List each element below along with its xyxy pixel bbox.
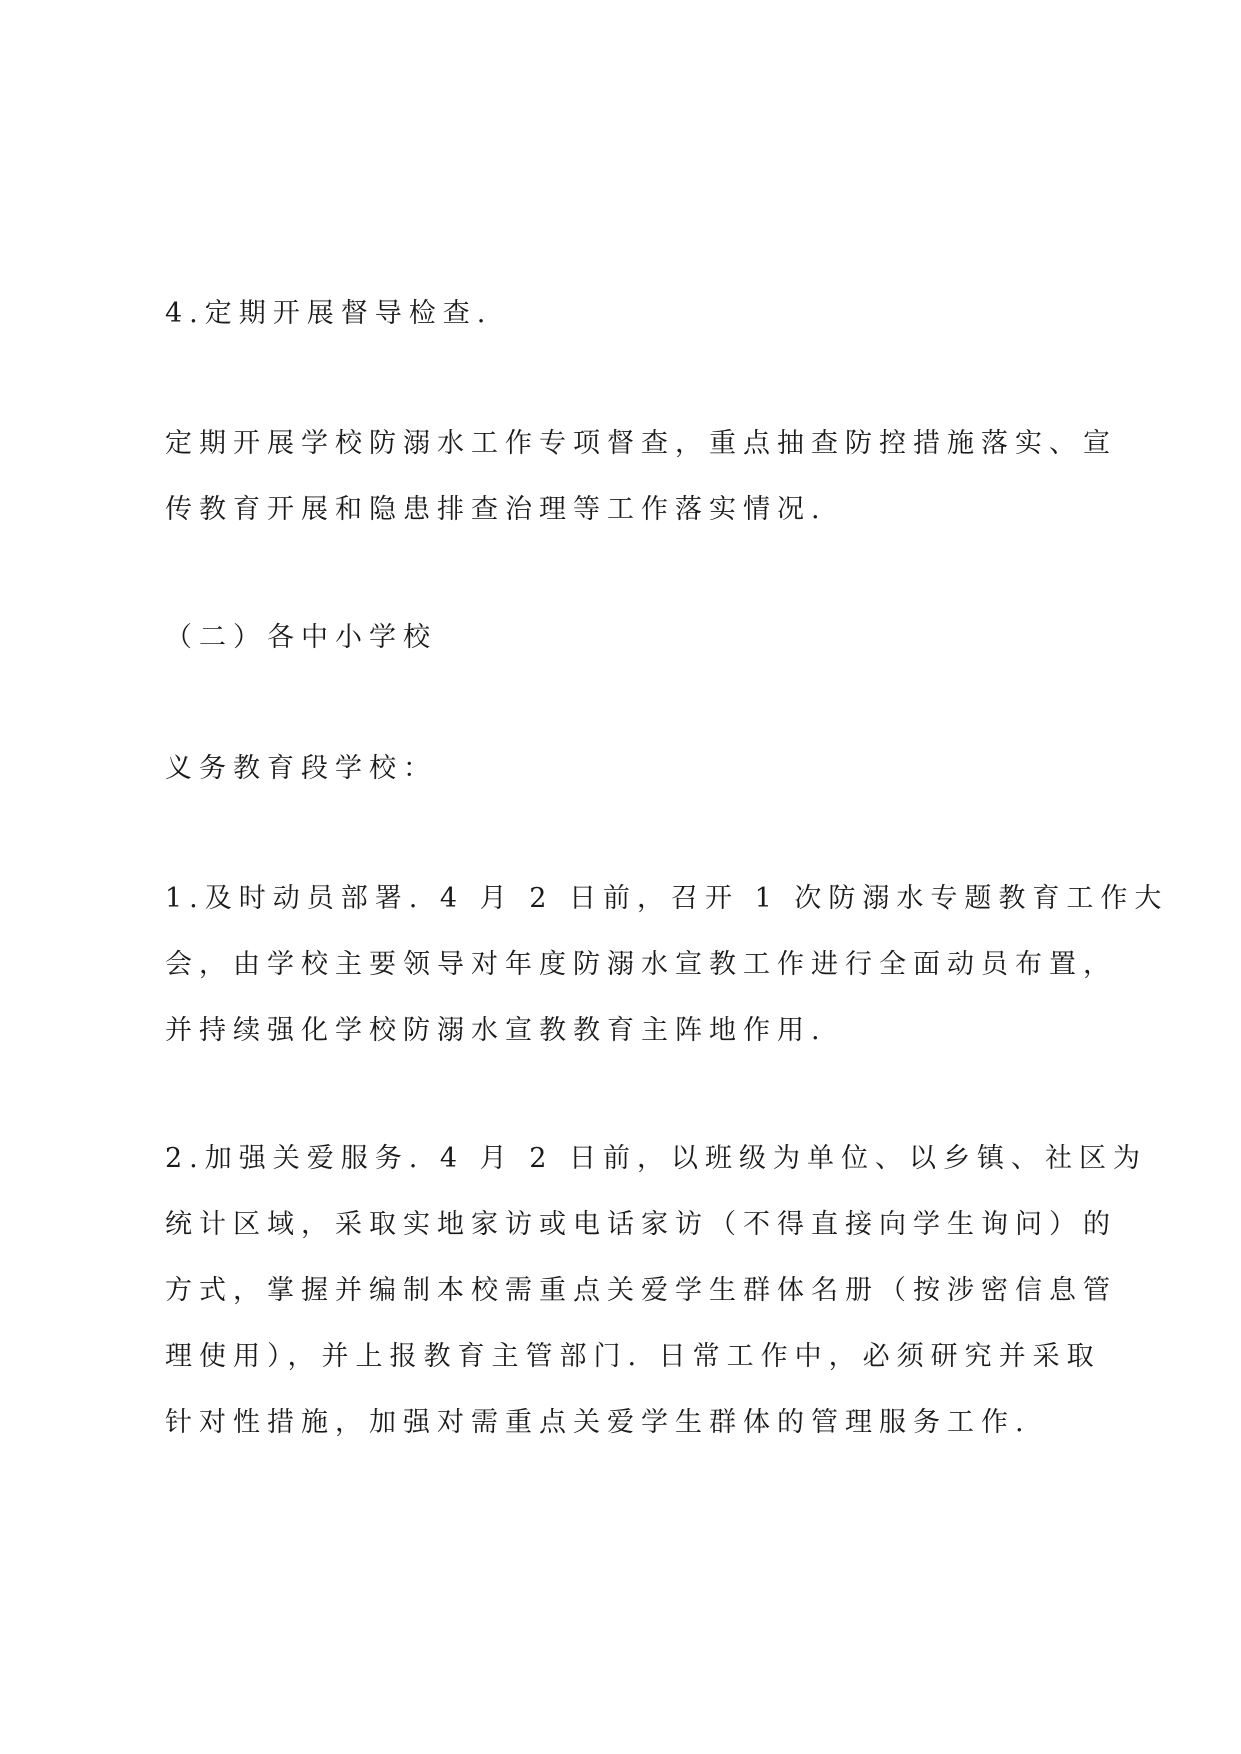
- text-line: 理使用），并上报教育主管部门. 日常工作中，必须研究并采取: [165, 1341, 1101, 1372]
- text-line: 定期开展学校防溺水工作专项督查，重点抽查防控措施落实、宣: [165, 428, 1117, 459]
- text-line: 会，由学校主要领导对年度防溺水宣教工作进行全面动员布置，: [165, 949, 1117, 980]
- paragraph-mobilization: [165, 883, 1169, 1046]
- text-line: 针对性措施，加强对需重点关爱学生群体的管理服务工作.: [165, 1407, 1031, 1438]
- paragraph-care-services: [165, 1143, 1148, 1438]
- text-line: （二）各中小学校: [165, 622, 437, 653]
- text-line: 2.加强关爱服务. 4 月 2 日前，以班级为单位、以乡镇、社区为: [165, 1143, 1148, 1174]
- subheading-compulsory-education: [165, 755, 1095, 782]
- text-line: 方式，掌握并编制本校需重点关爱学生群体名册（按涉密信息管: [165, 1275, 1117, 1306]
- text-line: 义务教育段学校：: [165, 753, 437, 784]
- section-heading-schools: [165, 624, 1095, 651]
- text-line: 1.及时动员部署. 4 月 2 日前，召开 1 次防溺水专题教育工作大: [165, 883, 1169, 914]
- text-line: 传教育开展和隐患排查治理等工作落实情况.: [165, 494, 827, 525]
- text-line: 统计区域，采取实地家访或电话家访（不得直接向学生询问）的: [165, 1209, 1117, 1240]
- heading-supervision-inspection: [165, 300, 1095, 327]
- text-line: 4.定期开展督导检查.: [165, 298, 493, 329]
- text-line: 并持续强化学校防溺水宣教教育主阵地作用.: [165, 1015, 827, 1046]
- paragraph-special-inspection: [165, 428, 1117, 525]
